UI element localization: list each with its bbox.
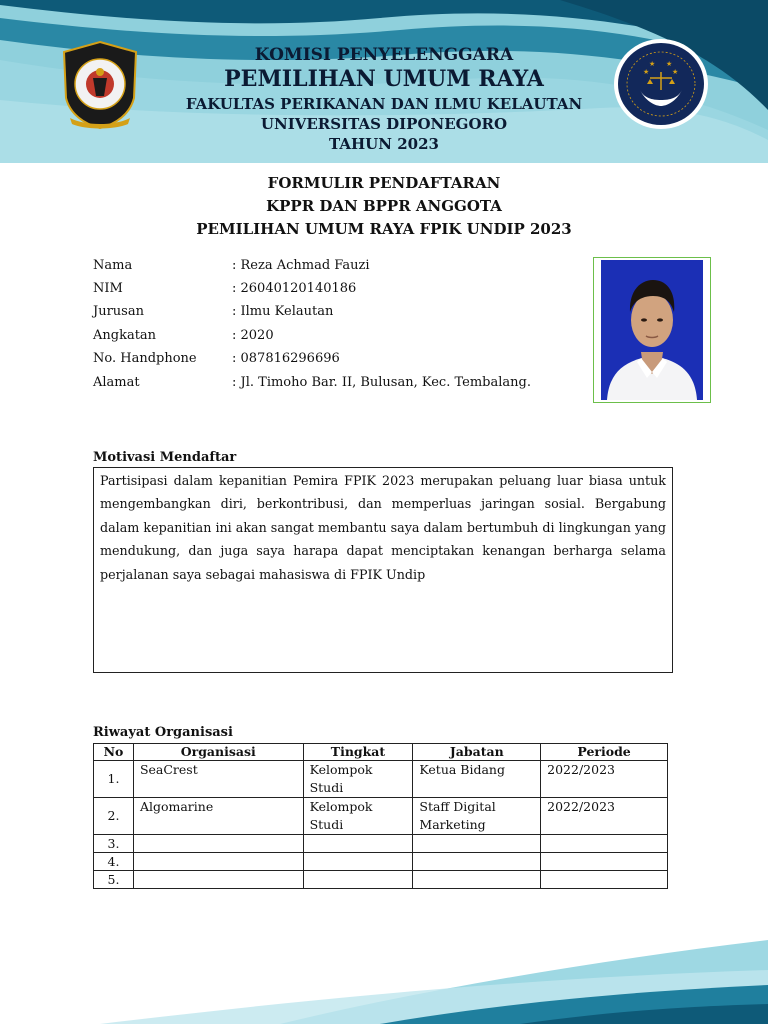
cell-periode bbox=[541, 835, 668, 853]
header-periode: Periode bbox=[541, 744, 668, 761]
cell-organisasi: SeaCrest bbox=[133, 761, 303, 798]
cell-no: 3. bbox=[94, 835, 134, 853]
cell-no: 2. bbox=[94, 798, 134, 835]
form-title-line-1: FORMULIR PENDAFTARAN bbox=[267, 174, 501, 192]
organization-title: Riwayat Organisasi bbox=[93, 725, 233, 740]
footer-banner bbox=[0, 930, 768, 1024]
motivation-title: Motivasi Mendaftar bbox=[93, 450, 237, 465]
cell-tingkat: Kelompok Studi bbox=[303, 798, 413, 835]
field-value-nama: : Reza Achmad Fauzi bbox=[232, 258, 370, 273]
field-value-nim: : 26040120140186 bbox=[232, 281, 357, 296]
table-row bbox=[94, 798, 668, 835]
header-jabatan: Jabatan bbox=[413, 744, 541, 761]
cell-periode: 2022/2023 bbox=[541, 798, 668, 835]
cell-tingkat bbox=[303, 835, 413, 853]
table-row bbox=[94, 853, 668, 871]
header-line-5: TAHUN 2023 bbox=[329, 135, 439, 153]
header-line-4: UNIVERSITAS DIPONEGORO bbox=[260, 115, 508, 133]
field-value-handphone: : 087816296696 bbox=[232, 351, 340, 366]
cell-tingkat bbox=[303, 871, 413, 889]
form-title-line-3: PEMILIHAN UMUM RAYA FPIK UNDIP 2023 bbox=[196, 220, 572, 238]
cell-jabatan bbox=[413, 835, 541, 853]
table-row bbox=[94, 761, 668, 798]
table-row bbox=[94, 835, 668, 853]
cell-tingkat bbox=[303, 853, 413, 871]
motivation-box bbox=[93, 467, 673, 673]
field-label-jurusan: Jurusan bbox=[93, 304, 144, 319]
organization-table bbox=[93, 743, 668, 889]
header-line-1: KOMISI PENYELENGGARA bbox=[254, 45, 514, 65]
cell-no: 4. bbox=[94, 853, 134, 871]
field-label-handphone: No. Handphone bbox=[93, 351, 197, 366]
cell-jabatan bbox=[413, 853, 541, 871]
svg-text:★: ★ bbox=[672, 68, 679, 76]
cell-jabatan: Staff Digital Marketing bbox=[413, 798, 541, 835]
svg-text:★: ★ bbox=[649, 60, 656, 68]
header-tingkat: Tingkat bbox=[303, 744, 413, 761]
cell-no: 5. bbox=[94, 871, 134, 889]
field-label-nama: Nama bbox=[93, 258, 133, 273]
cell-periode bbox=[541, 853, 668, 871]
cell-organisasi bbox=[133, 853, 303, 871]
header-line-2: PEMILIHAN UMUM RAYA bbox=[224, 66, 544, 92]
header-organisasi: Organisasi bbox=[133, 744, 303, 761]
cell-organisasi: Algomarine bbox=[133, 798, 303, 835]
form-title-line-2: KPPR DAN BPPR ANGGOTA bbox=[266, 197, 502, 215]
cell-jabatan bbox=[413, 871, 541, 889]
field-value-angkatan: : 2020 bbox=[232, 328, 274, 343]
cell-organisasi bbox=[133, 871, 303, 889]
field-label-nim: NIM bbox=[93, 281, 123, 296]
header-no: No bbox=[94, 744, 134, 761]
applicant-photo bbox=[593, 257, 711, 403]
cell-tingkat: Kelompok Studi bbox=[303, 761, 413, 798]
table-row bbox=[94, 871, 668, 889]
field-value-alamat: : Jl. Timoho Bar. II, Bulusan, Kec. Tembalang. bbox=[232, 375, 531, 390]
cell-periode: 2022/2023 bbox=[541, 761, 668, 798]
header-line-3: FAKULTAS PERIKANAN DAN ILMU KELAUTAN bbox=[185, 95, 583, 113]
field-value-jurusan: : Ilmu Kelautan bbox=[232, 304, 334, 319]
cell-periode bbox=[541, 871, 668, 889]
field-label-angkatan: Angkatan bbox=[93, 328, 157, 343]
cell-no: 1. bbox=[94, 761, 134, 798]
svg-text:★: ★ bbox=[666, 60, 673, 68]
svg-text:★: ★ bbox=[643, 68, 650, 76]
motivation-text: Partisipasi dalam kepanitian Pemira FPIK 2023 merupakan peluang luar biasa untuk mengembangkan diri, berkontribusi, dan memperluas jaringan sosial. Bergabung dalam kepanitian ini akan sangat membantu saya dalam bertumbuh di lingkungan yang mendukung, dan juga saya harapa dapat menciptakan kenangan berharga selama perjalanan saya sebagai mahasiswa di FPIK Undip bbox=[100, 473, 666, 582]
cell-jabatan: Ketua Bidang bbox=[413, 761, 541, 798]
cell-organisasi bbox=[133, 835, 303, 853]
field-label-alamat: Alamat bbox=[93, 375, 140, 390]
